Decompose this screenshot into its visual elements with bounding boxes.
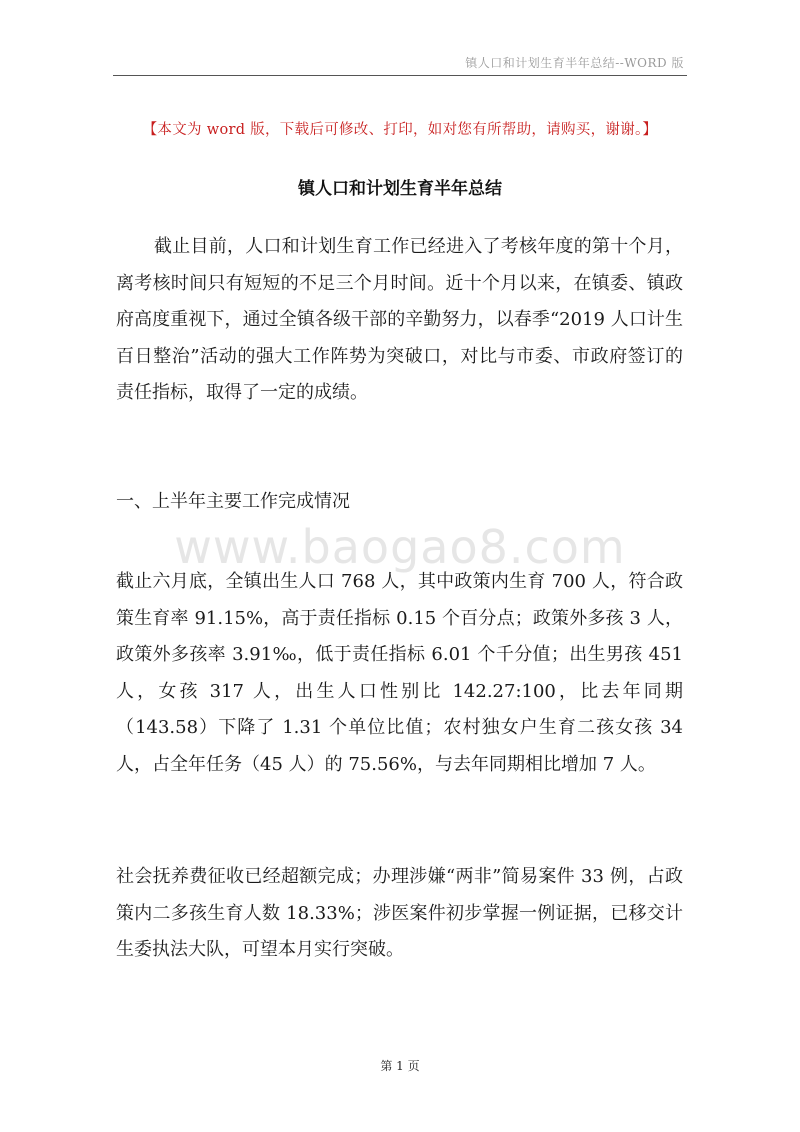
intro-paragraph: 截止目前，人口和计划生育工作已经进入了考核年度的第十个月，离考核时间只有短短的不足三个月时间。近十个月以来，在镇委、镇政府高度重视下，通过全镇各级干部的辛勤努力，以春季“2019 人口计生百日整治”活动的强大工作阵势为突破口，对比与市委、市政府签订的责任指标，取得了一定的成绩。	[116, 236, 683, 404]
fees-paragraph: 社会抚养费征收已经超额完成；办理涉嫌“两非”简易案件 33 例，占政策内二多孩生育人数 18.33%；涉医案件初步掌握一例证据，已移交计生委执法大队，可望本月实行突破。	[116, 866, 683, 961]
page-number: 第 1 页	[380, 1059, 420, 1073]
section-heading: 一、上半年主要工作完成情况	[116, 491, 350, 512]
header-divider	[113, 75, 687, 76]
purchase-notice: 【本文为 word 版，下载后可修改、打印，如对您有所帮助，请购买，谢谢。】	[142, 122, 658, 138]
watermark: www.baogao8.com	[174, 520, 626, 574]
stats-paragraph: 截止六月底，全镇出生人口 768 人，其中政策内生育 700 人，符合政策生育率 91.15%，高于责任指标 0.15 个百分点；政策外多孩 3 人，政策外多孩率 3.91‰，低于责任指标 6.01 个千分值；出生男孩 451 人，女孩 317 人，出生人口性别比 142.27:100，比去年同期（143.58）下降了 1.31 个单位比值；农村独女户生育二孩女孩 34 人，占全年任务（45 人）的 75.56%，与去年同期相比增加 7 人。	[116, 571, 683, 775]
running-header: 镇人口和计划生育半年总结--WORD 版	[465, 56, 684, 70]
document-title: 镇人口和计划生育半年总结	[298, 179, 502, 199]
